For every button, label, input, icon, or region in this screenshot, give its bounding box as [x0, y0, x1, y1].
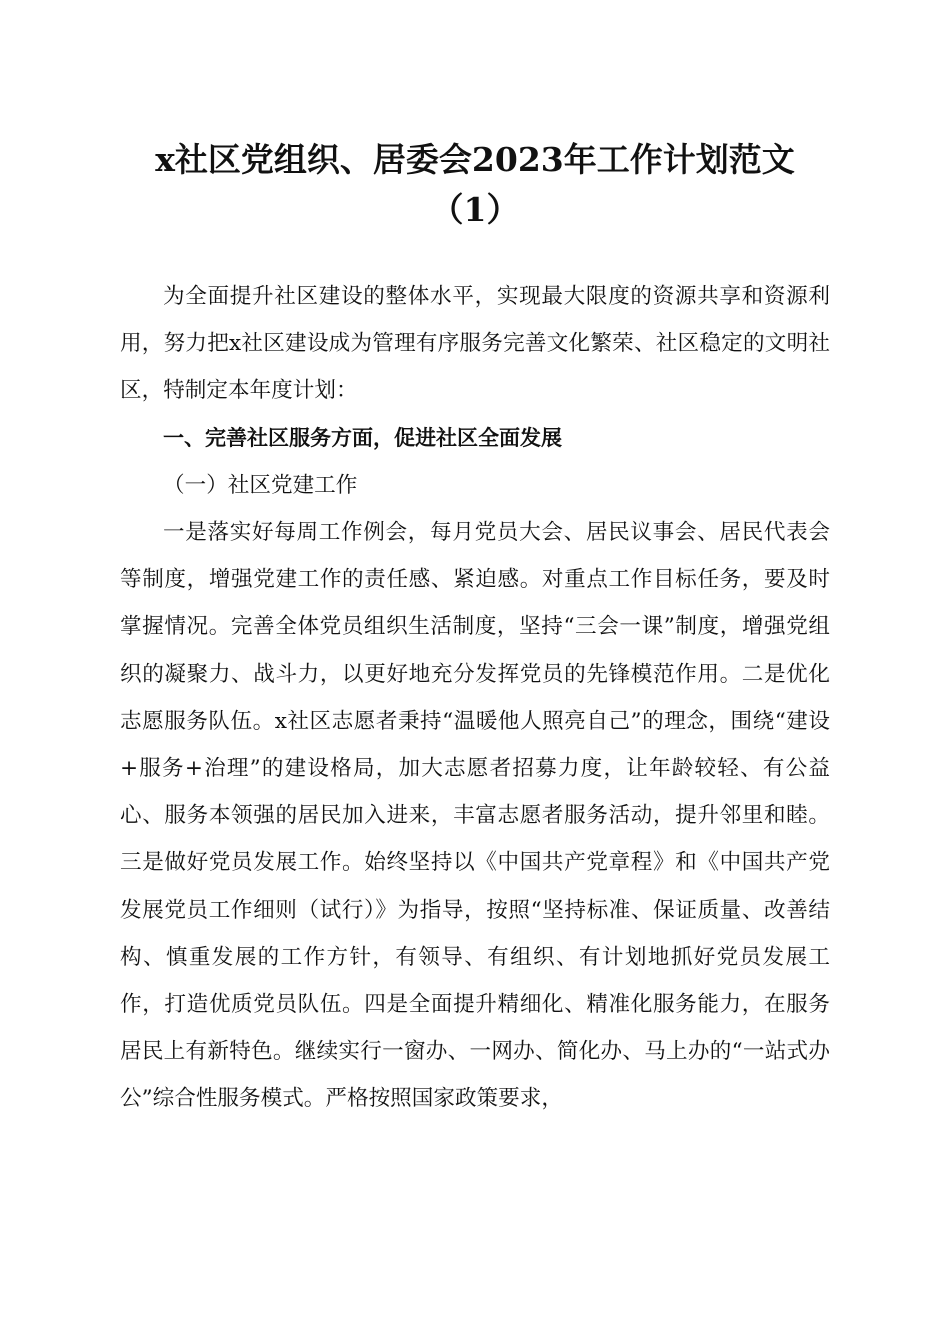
- subsection-heading: （一）社区党建工作: [163, 472, 358, 498]
- document-body: [120, 273, 830, 1123]
- intro-paragraph: 为全面提升社区建设的整体水平，实现最大限度的资源共享和资源利用，努力把x社区建设成为管理有序服务完善文化繁荣、社区稳定的文明社区，特制定本年度计划：: [120, 284, 830, 404]
- section-heading: 一、完善社区服务方面，促进社区全面发展: [163, 425, 562, 450]
- document-title: x社区党组织、居委会2023年工作计划范文: [155, 140, 795, 179]
- document-title-number: （1）: [430, 190, 520, 229]
- body-paragraph: 一是落实好每周工作例会，每月党员大会、居民议事会、居民代表会等制度，增强党建工作的责任感、紧迫感。对重点工作目标任务，要及时掌握情况。完善全体党员组织生活制度，坚持“三会一课”制度，增强党组织的凝聚力、战斗力，以更好地充分发挥党员的先锋模范作用。二是优化志愿服务队伍。x社区志愿者秉持“温暖他人照亮自己”的理念，围绕“建设+服务+治理”的建设格局，加大志愿者招募力度，让年龄较轻、有公益心、服务本领强的居民加入进来，丰富志愿者服务活动，提升邻里和睦。三是做好党员发展工作。始终坚持以《中国共产党章程》和《中国共产党发展党员工作细则（试行）》为指导，按照“坚持标准、保证质量、改善结构、慎重发展的工作方针，有领导、有组织、有计划地抓好党员发展工作，打造优质党员队伍。四是全面提升精细化、精准化服务能力，在服务居民上有新特色。继续实行一窗办、一网办、简化办、马上办的“一站式办公”综合性服务模式。严格按照国家政策要求，: [120, 520, 830, 1112]
